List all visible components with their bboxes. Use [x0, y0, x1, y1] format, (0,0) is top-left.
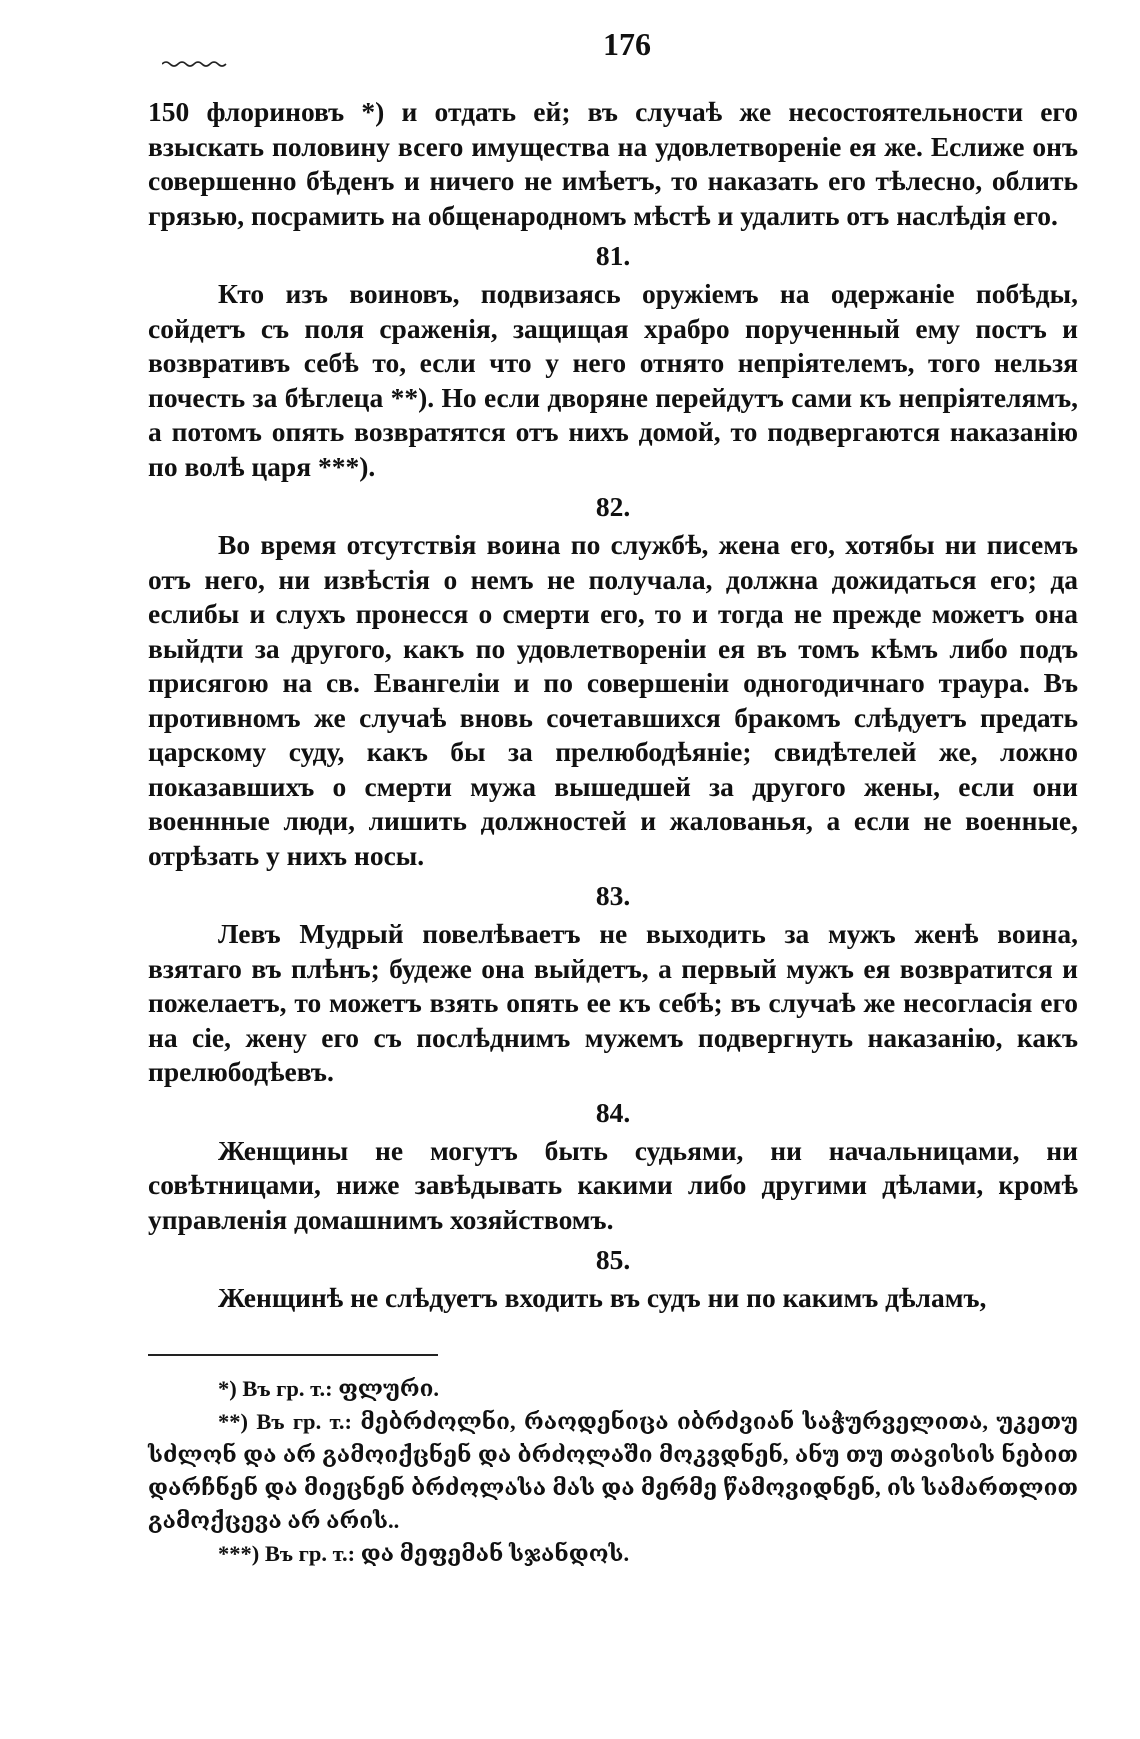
footnotes — [148, 1372, 1078, 1570]
footnote-1 — [148, 1372, 1078, 1405]
section-84 — [148, 1096, 1078, 1238]
footnote-mark: *) — [218, 1375, 237, 1401]
footnote-2 — [148, 1405, 1078, 1537]
footnote-3 — [148, 1537, 1078, 1570]
intro-paragraph: 150 флориновъ *) и отдать ей; въ случаѣ же несостоятельности его взыскать половину всего имущества на удовлетвореніе ея же. Еслиже онъ совершенно бѣденъ и ничего не имѣетъ, то наказать его тѣлесно, облить грязью, посрамить на общенародномъ мѣстѣ и удалить отъ наслѣдія его. — [148, 96, 1078, 231]
section-number: 83. — [595, 880, 631, 911]
footnote-text: Въ гр. т.: და მეფემან სჯანდოს. — [264, 1540, 630, 1566]
page-number: 176 — [603, 26, 651, 62]
section-number: 84. — [595, 1096, 631, 1128]
section-text: Левъ Мудрый повелѣваетъ не выходить за мужъ женѣ воина, взятаго въ плѣнъ; будеже она выйдетъ, а первый мужъ ея возвратится и пожелаетъ, то можетъ взять опять ее къ себѣ; въ случаѣ же несогласія его на сіе, жену его съ послѣднимъ мужемъ подвергнуть наказанію, какъ прелюбодѣевъ. — [148, 918, 1078, 1087]
footnote-divider — [148, 1354, 438, 1356]
section-81 — [148, 239, 1078, 484]
section-number: 85. — [595, 1244, 631, 1275]
section-text: Женщинѣ не слѣдуетъ входить въ судъ ни по какимъ дѣламъ, — [218, 1282, 987, 1313]
section-number: 81. — [595, 240, 631, 271]
section-85 — [148, 1243, 1078, 1316]
section-text: Кто изъ воиновъ, подвизаясь оружіемъ на одержаніе побѣды, сойдетъ съ поля сраженія, защищая храбро порученный ему постъ и возвративъ себѣ то, если что у него отнято непріятелемъ, того нельзя почесть за бѣглеца **). Но если дворяне перейдутъ сами къ непріятелямъ, а потомъ опять возвратятся отъ нихъ домой, то подвергаются наказанію по волѣ царя ***). — [148, 278, 1078, 482]
footnote-text: Въ гр. т.: ფლური. — [242, 1375, 440, 1401]
footnote-mark: ***) — [218, 1540, 260, 1566]
section-83 — [148, 879, 1078, 1090]
section-number: 82. — [595, 491, 631, 522]
footnote-text: Въ гр. т.: მებრძოლნი, რაოდენიცა იბრძვიან საჭურველითა, უკეთუ სძლონ და არ გამოიქცნენ და ბრძოლაში მოკვდნენ, ანუ თუ თავისის ნებით დარჩნენ და მიეცნენ ბრძოლასა მას და მერმე წამოვიდნენ, ის სამართლით გამოქცევა არ არის.. — [148, 1408, 1079, 1533]
section-82 — [148, 490, 1078, 873]
footnote-mark: **) — [218, 1408, 248, 1434]
page-number-ornament — [162, 60, 228, 68]
document-page — [148, 22, 1078, 1570]
section-text: Женщины не могутъ быть судьями, ни начальницами, ни совѣтницами, ниже завѣдывать какими либо другими дѣлами, кромѣ управленія домашнимъ хозяйствомъ. — [148, 1134, 1078, 1235]
section-text: Во время отсутствія воина по службѣ, жена его, хотябы ни писемъ отъ него, ни извѣстія о немъ не получала, должна дожидаться его; да еслибы и слухъ пронесся о смерти его, то и тогда не прежде можетъ она выйдти за другого, какъ по удовлетвореніи ея въ томъ кѣмъ либо подъ присягою на св. Евангеліи и по совершеніи одногодичнаго траура. Въ противномъ же случаѣ вновь сочетавшихся бракомъ слѣдуетъ предать царскому суду, какъ бы за прелюбодѣяніе; свидѣтелей же, ложно показавшихъ о смерти мужа вышедшей за другого жены, если они военнные люди, лишить должностей и жалованья, а если не военные, отрѣзать у нихъ носы. — [148, 529, 1078, 871]
